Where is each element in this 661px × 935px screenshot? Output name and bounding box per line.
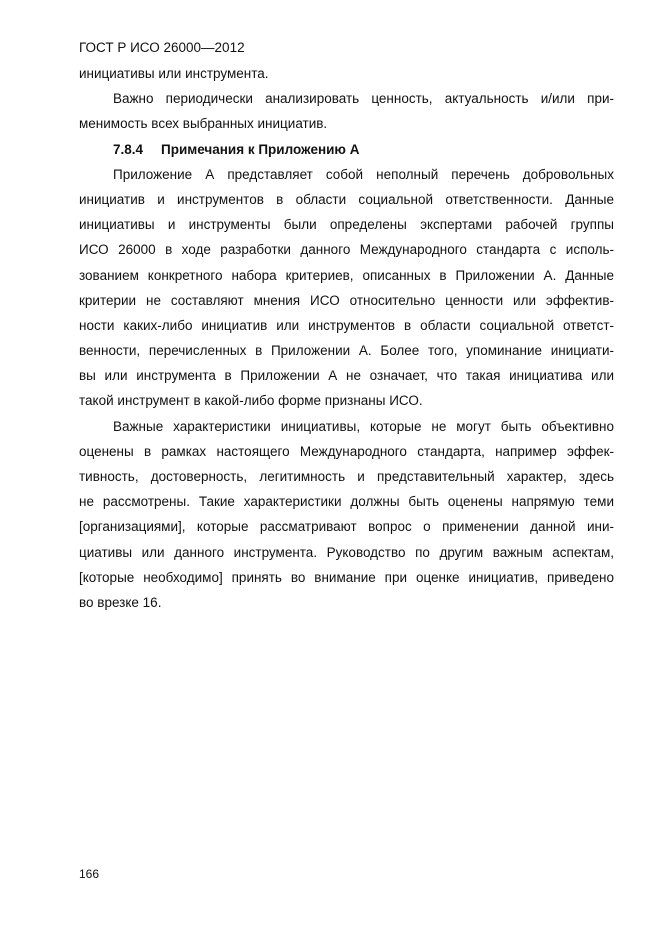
paragraph-line: не рассмотрены. Такие характеристики должны быть оценены напрямую теми xyxy=(79,494,614,510)
paragraph-line: [организациями], которые рассматривают вопрос о применении данной ини- xyxy=(79,519,614,535)
paragraph-line: инициатив и инструментов в области социальной ответственности. Данные xyxy=(79,191,614,207)
paragraph-line: инициативы или инструмента. xyxy=(79,66,269,81)
paragraph-line: [которые необходимо] принять во внимание при оценке инициатив, приведено xyxy=(79,569,614,585)
paragraph-line: тивность, достоверность, легитимность и представительный характер, здесь xyxy=(79,469,614,484)
document-header: ГОСТ Р ИСО 26000—2012 xyxy=(79,40,245,55)
section-number: 7.8.4 xyxy=(113,141,144,157)
section-title: Примечания к Приложению А xyxy=(161,141,360,157)
paragraph-line: ности каких-либо инициатив или инструментов в области социальной ответст- xyxy=(79,317,614,333)
paragraph-line: такой инструмент в какой-либо форме признаны ИСО. xyxy=(79,393,423,409)
paragraph-line: венности, перечисленных в Приложении А. Более того, упоминание инициати- xyxy=(79,343,614,359)
paragraph-line: Важные характеристики инициативы, которые не могут быть объективно xyxy=(113,418,614,434)
page-number: 166 xyxy=(79,867,100,881)
paragraph-line: ИСО 26000 в ходе разработки данного Международного стандарта с исполь- xyxy=(79,242,614,258)
paragraph-line: во врезке 16. xyxy=(79,594,162,610)
paragraph-line: Важно периодически анализировать ценность, актуальность и/или при- xyxy=(113,91,614,107)
paragraph-line: критерии не составляют мнения ИСО относительно ценности или эффектив- xyxy=(79,292,614,308)
section-heading xyxy=(79,137,614,162)
paragraph-line: циативы или данного инструмента. Руководство по другим важным аспектам, xyxy=(79,544,614,560)
paragraph-line: Приложение А представляет собой неполный перечень добровольных xyxy=(113,166,614,182)
paragraph-line: вы или инструмента в Приложении А не означает, что такая инициатива или xyxy=(79,368,614,384)
paragraph-line: оценены в рамках настоящего Международного стандарта, например эффек- xyxy=(79,443,614,459)
document-body xyxy=(79,61,614,615)
paragraph-line: менимость всех выбранных инициатив. xyxy=(79,116,328,132)
paragraph-line: зованием конкретного набора критериев, описанных в Приложении А. Данные xyxy=(79,267,614,283)
paragraph-line: инициативы и инструменты были определены экспертами рабочей группы xyxy=(79,217,614,233)
